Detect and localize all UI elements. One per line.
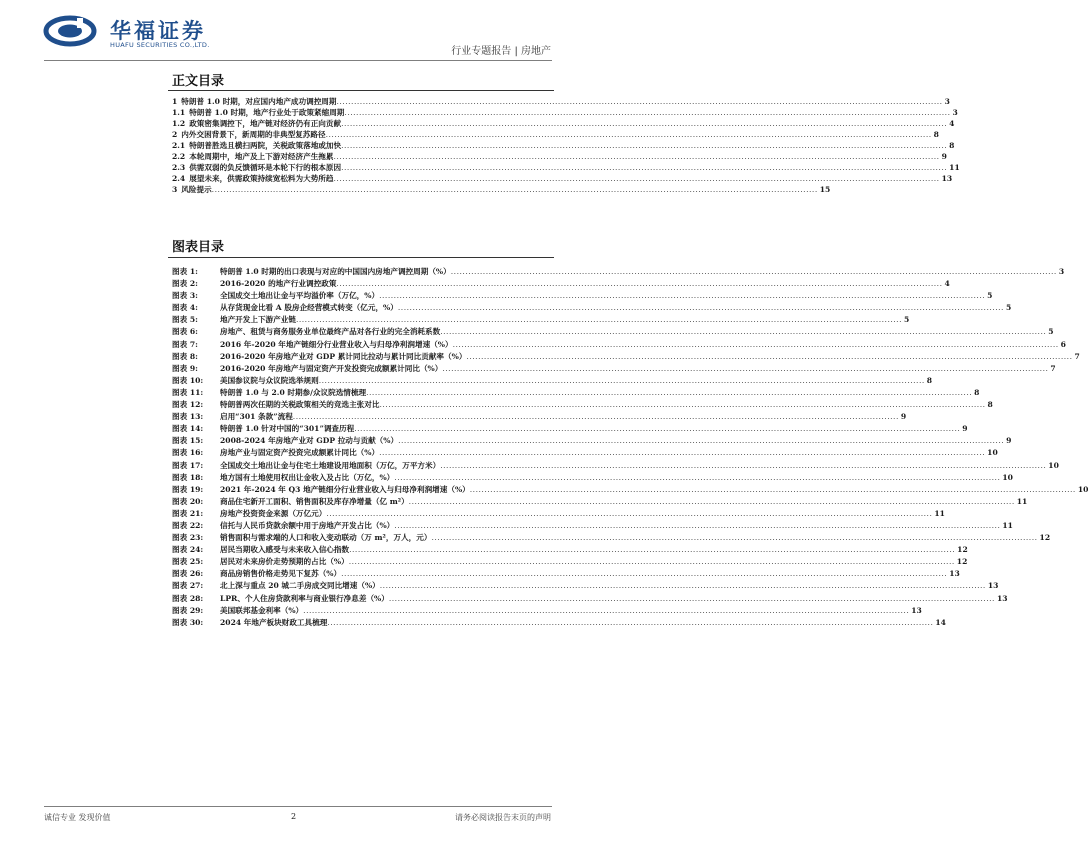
huafu-logo-icon (44, 16, 96, 46)
figure-entry[interactable]: 图表 25: 居民对未来房价走势预期的占比（%） ..... 12 (172, 556, 552, 568)
figure-entry[interactable]: 图表 18: 地方国有土地使用权出让金收入及占比（万亿，%） ..... 10 (172, 472, 552, 484)
toc-title: 正文目录 (172, 74, 225, 89)
figure-entry[interactable]: 图表 28: LPR、个人住房贷款利率与商业银行净息差（%） ..... 13 (172, 593, 552, 605)
footer-slogan: 诚信专业 发现价值 (44, 813, 111, 822)
toc-entry[interactable]: 2.4 展望未来，供需政策持续宽松料为大势所趋 ..... 13 (172, 173, 552, 184)
figure-entry[interactable]: 图表 26: 商品房销售价格走势见下复苏（%） ..... 13 (172, 568, 552, 580)
figure-entry[interactable]: 图表 6: 房地产、租赁与商务服务业单位最终产品对各行业的完全消耗系数 ..... 5 (172, 326, 552, 338)
figure-entry[interactable]: 图表 13: 启用“301 条款”流程 ..... 9 (172, 411, 552, 423)
figure-entry[interactable]: 图表 24: 居民当期收入感受与未来收入信心指数 ..... 12 (172, 544, 552, 556)
footer-divider (44, 806, 552, 807)
figure-entry[interactable]: 图表 7: 2016 年-2020 年地产链细分行业营业收入与归母净利润增速（%） ..... 6 (172, 339, 552, 351)
figure-entry[interactable]: 图表 11: 特朗普 1.0 与 2.0 时期参/众议院选情梳理 ..... 8 (172, 387, 552, 399)
report-type: 行业专题报告 | 房地产 (451, 46, 551, 57)
company-name-en: HUAFU SECURITIES CO.,LTD. (110, 41, 210, 49)
figure-entry[interactable]: 图表 5: 地产开发上下游产业链 ..... 5 (172, 314, 552, 326)
toc-entry[interactable]: 2.1 特朗普胜选且横扫两院，关税政策落地或加快 ..... 8 (172, 140, 552, 151)
toc-entry[interactable]: 1.1 特朗普 1.0 时期，地产行业处于政策紧缩周期 ..... 3 (172, 107, 552, 118)
figure-entry[interactable]: 图表 10: 美国参议院与众议院选举规则 ..... 8 (172, 375, 552, 387)
figure-list (172, 266, 1088, 629)
footer-disclaimer: 请务必阅读报告末页的声明 (455, 813, 551, 822)
figure-entry[interactable]: 图表 1: 特朗普 1.0 时期的出口表现与对应的中国国内房地产调控周期（%） ..... 3 (172, 266, 552, 278)
toc-entry[interactable]: 1.2 政策密集调控下，地产链对经济仍有正向贡献 ..... 4 (172, 118, 552, 129)
figure-entry[interactable]: 图表 29: 美国联邦基金利率（%） ..... 13 (172, 605, 552, 617)
toc-entry[interactable]: 2 内外交困背景下，新周期的非典型复苏路径 ..... 8 (172, 129, 552, 140)
toc-entry[interactable]: 3 风险提示 ..... 15 (172, 184, 552, 195)
figure-entry[interactable]: 图表 14: 特朗普 1.0 针对中国的“301”调查历程 ..... 9 (172, 423, 552, 435)
figure-entry[interactable]: 图表 2: 2016-2020 的地产行业调控政策 ..... 4 (172, 278, 552, 290)
toc-top-rule (168, 90, 554, 91)
figure-entry[interactable]: 图表 3: 全国成交土地出让金与平均溢价率（万亿，%） ..... 5 (172, 290, 552, 302)
figure-entry[interactable]: 图表 19: 2021 年-2024 年 Q3 地产链细分行业营业收入与归母净利润增速（%） ..... 10 (172, 484, 552, 496)
header-divider (44, 60, 552, 61)
page-number: 2 (291, 812, 297, 821)
toc-list (172, 96, 960, 195)
figure-entry[interactable]: 图表 8: 2016-2020 年房地产业对 GDP 累计同比拉动与累计同比贡献率（%） ..... 7 (172, 351, 552, 363)
toc-entry[interactable]: 2.3 供需双弱的负反馈循环是本轮下行的根本原因 ..... 11 (172, 162, 552, 173)
figure-entry[interactable]: 图表 21: 房地产投资资金来源（万亿元） ..... 11 (172, 508, 552, 520)
figure-entry[interactable]: 图表 9: 2016-2020 年房地产与固定资产开发投资完成额累计同比（%） ..... 7 (172, 363, 552, 375)
company-name-cn: 华福证券 (110, 19, 206, 43)
figure-entry[interactable]: 图表 4: 从存货现金比看 A 股房企经营模式转变（亿元，%） ..... 5 (172, 302, 552, 314)
figure-entry[interactable]: 图表 17: 全国成交土地出让金与住宅土地建设用地面积（万亿，万平方米） ..... 10 (172, 460, 552, 472)
figure-entry[interactable]: 图表 16: 房地产业与固定资产投资完成额累计同比（%） ..... 10 (172, 447, 552, 459)
page-header (0, 0, 595, 62)
figure-entry[interactable]: 图表 23: 销售面积与需求端的人口和收入变动联动（万 m²，万人，元） ..... 12 (172, 532, 552, 544)
toc-entry[interactable]: 2.2 本轮周期中，地产及上下游对经济产生拖累 ..... 9 (172, 151, 552, 162)
figure-entry[interactable]: 图表 27: 北上深与重点 20 城二手房成交同比增速（%） ..... 13 (172, 580, 552, 592)
figures-title: 图表目录 (172, 240, 225, 255)
figure-entry[interactable]: 图表 15: 2008-2024 年房地产业对 GDP 拉动与贡献（%） ..... 9 (172, 435, 552, 447)
figure-entry[interactable]: 图表 22: 信托与人民币贷款余额中用于房地产开发占比（%） ..... 11 (172, 520, 552, 532)
figure-entry[interactable]: 图表 20: 商品住宅新开工面积、销售面积及库存净增量（亿 m²） ..... 11 (172, 496, 552, 508)
figure-entry[interactable]: 图表 12: 特朗普两次任期的关税政策相关的竞选主张对比 ..... 8 (172, 399, 552, 411)
figures-top-rule (168, 257, 554, 258)
figure-entry[interactable]: 图表 30: 2024 年地产板块财政工具梳理 ..... 14 (172, 617, 552, 629)
toc-entry[interactable]: 1 特朗普 1.0 时期，对应国内地产成功调控周期 ..... 3 (172, 96, 552, 107)
